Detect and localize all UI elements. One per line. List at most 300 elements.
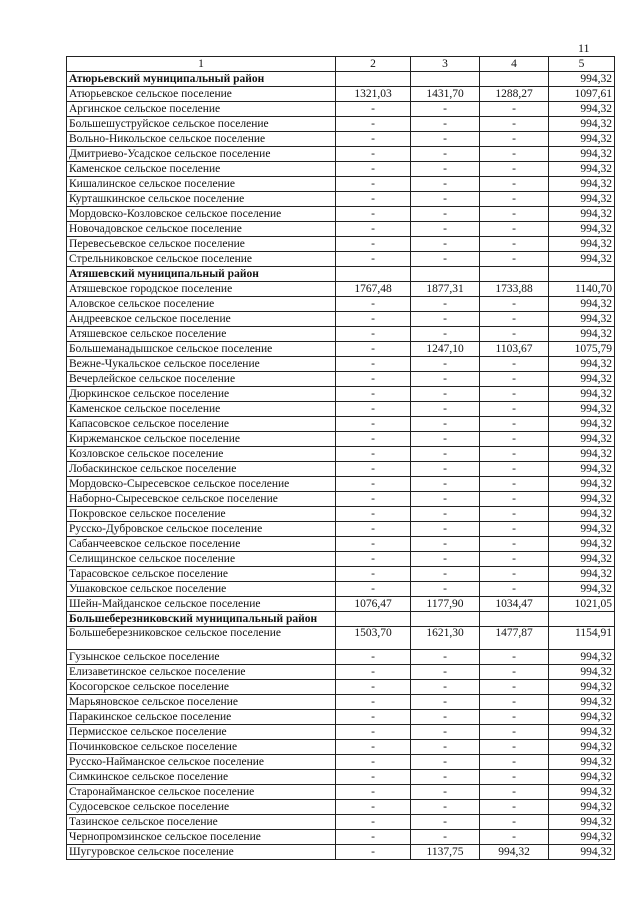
col-2-cell: -	[336, 537, 411, 552]
settlement-name-cell: Дюркинское сельское поселение	[67, 387, 336, 402]
settlement-name-cell: Большеманадышское сельское поселение	[67, 342, 336, 357]
table-row	[67, 387, 615, 402]
header-col-1: 1	[67, 57, 336, 72]
table-row	[67, 342, 615, 357]
col-3-cell: -	[411, 665, 480, 680]
col-2-cell: 1076,47	[336, 597, 411, 612]
col-5-cell: 1021,05	[549, 597, 615, 612]
col-5-cell: 994,32	[549, 72, 615, 87]
settlement-name-cell: Большешуструйское сельское поселение	[67, 117, 336, 132]
col-5-cell: 994,32	[549, 770, 615, 785]
col-2-cell: -	[336, 462, 411, 477]
col-2-cell: -	[336, 725, 411, 740]
table-row	[67, 755, 615, 770]
table-row	[67, 117, 615, 132]
col-3-cell: -	[411, 402, 480, 417]
col-3-cell: 1877,31	[411, 282, 480, 297]
table-row	[67, 357, 615, 372]
col-3-cell: -	[411, 312, 480, 327]
table-row	[67, 785, 615, 800]
table-row	[67, 477, 615, 492]
table-row	[67, 845, 615, 860]
table-row	[67, 552, 615, 567]
col-4-cell: -	[480, 432, 549, 447]
col-4-cell: -	[480, 237, 549, 252]
col-2-cell: -	[336, 665, 411, 680]
col-2-cell: 1321,03	[336, 87, 411, 102]
col-4-cell: -	[480, 207, 549, 222]
col-5-cell: 994,32	[549, 665, 615, 680]
col-5-cell: 994,32	[549, 432, 615, 447]
col-4-cell: -	[480, 815, 549, 830]
settlement-name-cell: Ушаковское сельское поселение	[67, 582, 336, 597]
settlement-name-cell: Перевесьевское сельское поселение	[67, 237, 336, 252]
table-row	[67, 252, 615, 267]
col-2-cell: -	[336, 567, 411, 582]
col-5-cell: 994,32	[549, 147, 615, 162]
col-3-cell: -	[411, 417, 480, 432]
page-number: 11	[578, 41, 590, 55]
col-3-cell: -	[411, 222, 480, 237]
table-row	[67, 507, 615, 522]
col-5-cell: 994,32	[549, 207, 615, 222]
col-4-cell: -	[480, 650, 549, 665]
settlement-name-cell: Марьяновское сельское поселение	[67, 695, 336, 710]
col-5-cell: 994,32	[549, 785, 615, 800]
col-5-cell: 994,32	[549, 522, 615, 537]
table-row	[67, 402, 615, 417]
col-2-cell: -	[336, 477, 411, 492]
col-5-cell: 994,32	[549, 800, 615, 815]
district-name-cell: Атюрьевский муниципальный район	[67, 72, 336, 87]
col-3-cell: -	[411, 800, 480, 815]
col-2-cell: -	[336, 102, 411, 117]
col-5-cell: 994,32	[549, 222, 615, 237]
col-4-cell: -	[480, 402, 549, 417]
col-5-cell: 994,32	[549, 312, 615, 327]
col-2-cell: -	[336, 800, 411, 815]
col-4-cell: -	[480, 357, 549, 372]
col-3-cell: -	[411, 785, 480, 800]
settlement-name-cell: Русско-Дубровское сельское поселение	[67, 522, 336, 537]
settlement-name-cell: Елизаветинское сельское поселение	[67, 665, 336, 680]
col-4-cell: -	[480, 695, 549, 710]
table-row	[67, 192, 615, 207]
col-4-cell: 1288,27	[480, 87, 549, 102]
table-row	[67, 770, 615, 785]
table-row	[67, 582, 615, 597]
col-3-cell: -	[411, 815, 480, 830]
col-2-cell: -	[336, 740, 411, 755]
table-row	[67, 432, 615, 447]
col-5-cell	[549, 267, 615, 282]
col-4-cell: -	[480, 417, 549, 432]
col-4-cell: 1733,88	[480, 282, 549, 297]
table-row	[67, 372, 615, 387]
col-4-cell: -	[480, 312, 549, 327]
col-3-cell: -	[411, 162, 480, 177]
col-5-cell: 994,32	[549, 582, 615, 597]
col-4-cell	[480, 612, 549, 627]
district-name-cell: Атяшевский муниципальный район	[67, 267, 336, 282]
col-3-cell: -	[411, 132, 480, 147]
col-4-cell: -	[480, 537, 549, 552]
table-row	[67, 147, 615, 162]
col-2-cell: 1503,70	[336, 627, 411, 650]
col-3-cell	[411, 612, 480, 627]
col-3-cell: 1137,75	[411, 845, 480, 860]
col-3-cell: -	[411, 650, 480, 665]
col-4-cell: -	[480, 192, 549, 207]
settlement-name-cell: Шугуровское сельское поселение	[67, 845, 336, 860]
col-2-cell: -	[336, 432, 411, 447]
col-4-cell: 1103,67	[480, 342, 549, 357]
table-row	[67, 87, 615, 102]
col-5-cell: 994,32	[549, 537, 615, 552]
settlement-name-cell: Вежне-Чукальское сельское поселение	[67, 357, 336, 372]
col-4-cell: -	[480, 830, 549, 845]
col-5-cell: 1075,79	[549, 342, 615, 357]
settlement-name-cell: Мордовско-Козловское сельское поселение	[67, 207, 336, 222]
table-row	[67, 162, 615, 177]
col-4-cell: 1034,47	[480, 597, 549, 612]
col-5-cell: 994,32	[549, 725, 615, 740]
col-2-cell	[336, 72, 411, 87]
table-row	[67, 830, 615, 845]
table-row	[67, 567, 615, 582]
col-2-cell: -	[336, 447, 411, 462]
table-row	[67, 492, 615, 507]
table-row	[67, 597, 615, 612]
col-3-cell: -	[411, 357, 480, 372]
col-4-cell: 1477,87	[480, 627, 549, 650]
col-3-cell: -	[411, 492, 480, 507]
col-3-cell: -	[411, 372, 480, 387]
col-3-cell: 1431,70	[411, 87, 480, 102]
table-row	[67, 282, 615, 297]
col-2-cell: -	[336, 297, 411, 312]
col-5-cell: 994,32	[549, 507, 615, 522]
col-2-cell: -	[336, 830, 411, 845]
settlement-name-cell: Починковское сельское поселение	[67, 740, 336, 755]
settlement-name-cell: Старонайманское сельское поселение	[67, 785, 336, 800]
col-3-cell: -	[411, 552, 480, 567]
col-5-cell: 994,32	[549, 117, 615, 132]
col-4-cell: -	[480, 462, 549, 477]
settlement-name-cell: Курташкинское сельское поселение	[67, 192, 336, 207]
col-4-cell: -	[480, 477, 549, 492]
settlement-name-cell: Атяшевское городское поселение	[67, 282, 336, 297]
col-3-cell: -	[411, 207, 480, 222]
col-5-cell: 994,32	[549, 567, 615, 582]
settlement-name-cell: Вечерлейское сельское поселение	[67, 372, 336, 387]
settlement-name-cell: Пермисское сельское поселение	[67, 725, 336, 740]
col-2-cell: -	[336, 312, 411, 327]
col-5-cell: 994,32	[549, 492, 615, 507]
settlement-name-cell: Аловское сельское поселение	[67, 297, 336, 312]
col-5-cell: 994,32	[549, 192, 615, 207]
header-col-3: 3	[411, 57, 480, 72]
col-4-cell: -	[480, 785, 549, 800]
col-5-cell: 994,32	[549, 297, 615, 312]
col-3-cell: -	[411, 387, 480, 402]
col-5-cell: 994,32	[549, 552, 615, 567]
col-3-cell: -	[411, 432, 480, 447]
table-row	[67, 177, 615, 192]
col-5-cell: 994,32	[549, 177, 615, 192]
col-4-cell: -	[480, 755, 549, 770]
col-5-cell: 994,32	[549, 372, 615, 387]
settlement-name-cell: Паракинское сельское поселение	[67, 710, 336, 725]
settlement-name-cell: Каменское сельское поселение	[67, 402, 336, 417]
district-header-row	[67, 72, 615, 87]
settlement-name-cell: Шейн-Майданское сельское поселение	[67, 597, 336, 612]
table-row	[67, 665, 615, 680]
col-2-cell: -	[336, 207, 411, 222]
col-2-cell: -	[336, 785, 411, 800]
col-3-cell: -	[411, 582, 480, 597]
settlement-name-cell: Селищинское сельское поселение	[67, 552, 336, 567]
col-2-cell: -	[336, 132, 411, 147]
col-3-cell: -	[411, 710, 480, 725]
col-2-cell: -	[336, 372, 411, 387]
settlements-table	[66, 56, 615, 860]
col-2-cell: -	[336, 650, 411, 665]
col-2-cell	[336, 612, 411, 627]
col-5-cell: 994,32	[549, 162, 615, 177]
col-4-cell: -	[480, 252, 549, 267]
col-4-cell: -	[480, 800, 549, 815]
col-3-cell: -	[411, 327, 480, 342]
col-3-cell	[411, 72, 480, 87]
col-3-cell: -	[411, 830, 480, 845]
settlement-name-cell: Сабанчеевское сельское поселение	[67, 537, 336, 552]
settlement-name-cell: Покровское сельское поселение	[67, 507, 336, 522]
settlement-name-cell: Андреевское сельское поселение	[67, 312, 336, 327]
col-3-cell: -	[411, 117, 480, 132]
settlement-name-cell: Большеберезниковское сельское поселение	[67, 627, 336, 650]
table-row	[67, 102, 615, 117]
col-4-cell: 994,32	[480, 845, 549, 860]
district-header-row	[67, 612, 615, 627]
settlement-name-cell: Симкинское сельское поселение	[67, 770, 336, 785]
col-5-cell: 994,32	[549, 755, 615, 770]
col-2-cell: -	[336, 402, 411, 417]
col-2-cell: -	[336, 192, 411, 207]
col-2-cell: -	[336, 252, 411, 267]
col-3-cell: -	[411, 462, 480, 477]
col-4-cell: -	[480, 387, 549, 402]
table-row	[67, 207, 615, 222]
col-2-cell: -	[336, 147, 411, 162]
col-2-cell: -	[336, 770, 411, 785]
col-4-cell	[480, 267, 549, 282]
col-3-cell: -	[411, 102, 480, 117]
col-3-cell: -	[411, 695, 480, 710]
col-3-cell: -	[411, 537, 480, 552]
col-3-cell: 1247,10	[411, 342, 480, 357]
col-5-cell: 994,32	[549, 357, 615, 372]
col-3-cell: 1621,30	[411, 627, 480, 650]
col-5-cell: 994,32	[549, 845, 615, 860]
col-3-cell: -	[411, 567, 480, 582]
col-5-cell: 994,32	[549, 132, 615, 147]
col-3-cell: -	[411, 177, 480, 192]
settlement-name-cell: Лобаскинское сельское поселение	[67, 462, 336, 477]
settlement-name-cell: Судосевское сельское поселение	[67, 800, 336, 815]
col-2-cell: -	[336, 492, 411, 507]
col-4-cell: -	[480, 177, 549, 192]
col-5-cell: 994,32	[549, 252, 615, 267]
col-4-cell: -	[480, 372, 549, 387]
settlement-name-cell: Козловское сельское поселение	[67, 447, 336, 462]
col-5-cell: 1154,91	[549, 627, 615, 650]
table-row	[67, 650, 615, 665]
col-4-cell: -	[480, 102, 549, 117]
col-3-cell: -	[411, 237, 480, 252]
settlement-name-cell: Наборно-Сыресевское сельское поселение	[67, 492, 336, 507]
col-4-cell: -	[480, 507, 549, 522]
table-row	[67, 740, 615, 755]
col-4-cell: -	[480, 710, 549, 725]
table-row	[67, 695, 615, 710]
header-col-5: 5	[549, 57, 615, 72]
col-2-cell: -	[336, 327, 411, 342]
col-2-cell: -	[336, 177, 411, 192]
settlement-name-cell: Каменское сельское поселение	[67, 162, 336, 177]
table-row	[67, 710, 615, 725]
settlement-name-cell: Капасовское сельское поселение	[67, 417, 336, 432]
col-4-cell: -	[480, 492, 549, 507]
col-5-cell	[549, 612, 615, 627]
col-4-cell	[480, 72, 549, 87]
col-5-cell: 994,32	[549, 447, 615, 462]
col-4-cell: -	[480, 297, 549, 312]
settlement-name-cell: Мордовско-Сыресевское сельское поселение	[67, 477, 336, 492]
col-2-cell: -	[336, 695, 411, 710]
col-5-cell: 994,32	[549, 417, 615, 432]
settlement-name-cell: Русско-Найманское сельское поселение	[67, 755, 336, 770]
settlement-name-cell: Атяшевское сельское поселение	[67, 327, 336, 342]
col-5-cell: 994,32	[549, 830, 615, 845]
table-row	[67, 680, 615, 695]
col-5-cell: 994,32	[549, 387, 615, 402]
col-2-cell: -	[336, 710, 411, 725]
col-3-cell: -	[411, 447, 480, 462]
col-4-cell: -	[480, 117, 549, 132]
col-2-cell: -	[336, 387, 411, 402]
settlement-name-cell: Гузынское сельское поселение	[67, 650, 336, 665]
col-3-cell: -	[411, 755, 480, 770]
col-2-cell: -	[336, 417, 411, 432]
col-3-cell: -	[411, 507, 480, 522]
col-3-cell	[411, 267, 480, 282]
col-2-cell: 1767,48	[336, 282, 411, 297]
col-2-cell: -	[336, 237, 411, 252]
col-4-cell: -	[480, 770, 549, 785]
col-4-cell: -	[480, 132, 549, 147]
col-5-cell: 1140,70	[549, 282, 615, 297]
col-4-cell: -	[480, 522, 549, 537]
col-4-cell: -	[480, 740, 549, 755]
table-row	[67, 725, 615, 740]
settlement-name-cell: Атюрьевское сельское поселение	[67, 87, 336, 102]
col-5-cell: 994,32	[549, 740, 615, 755]
col-4-cell: -	[480, 447, 549, 462]
col-5-cell: 994,32	[549, 650, 615, 665]
table-row	[67, 815, 615, 830]
table-row	[67, 627, 615, 650]
col-3-cell: -	[411, 740, 480, 755]
col-5-cell: 994,32	[549, 477, 615, 492]
col-3-cell: 1177,90	[411, 597, 480, 612]
settlement-name-cell: Чернопромзинское сельское поселение	[67, 830, 336, 845]
header-col-2: 2	[336, 57, 411, 72]
table-row	[67, 800, 615, 815]
col-3-cell: -	[411, 680, 480, 695]
col-3-cell: -	[411, 147, 480, 162]
col-2-cell: -	[336, 507, 411, 522]
col-5-cell: 994,32	[549, 710, 615, 725]
col-5-cell: 994,32	[549, 815, 615, 830]
col-2-cell: -	[336, 845, 411, 860]
col-5-cell: 994,32	[549, 695, 615, 710]
settlement-name-cell: Косогорское сельское поселение	[67, 680, 336, 695]
district-header-row	[67, 267, 615, 282]
table-row	[67, 447, 615, 462]
col-4-cell: -	[480, 147, 549, 162]
settlement-name-cell: Дмитриево-Усадское сельское поселение	[67, 147, 336, 162]
settlement-name-cell: Киржеманское сельское поселение	[67, 432, 336, 447]
col-2-cell: -	[336, 522, 411, 537]
col-2-cell: -	[336, 582, 411, 597]
table-row	[67, 132, 615, 147]
col-5-cell: 994,32	[549, 680, 615, 695]
table-row	[67, 522, 615, 537]
col-2-cell: -	[336, 357, 411, 372]
col-2-cell: -	[336, 342, 411, 357]
col-4-cell: -	[480, 665, 549, 680]
col-3-cell: -	[411, 192, 480, 207]
table-header-row	[67, 57, 615, 72]
district-name-cell: Большеберезниковский муниципальный район	[67, 612, 336, 627]
table-row	[67, 312, 615, 327]
col-5-cell: 994,32	[549, 237, 615, 252]
settlement-name-cell: Тазинское сельское поселение	[67, 815, 336, 830]
col-3-cell: -	[411, 725, 480, 740]
col-2-cell: -	[336, 680, 411, 695]
col-3-cell: -	[411, 477, 480, 492]
table-row	[67, 537, 615, 552]
col-5-cell: 994,32	[549, 102, 615, 117]
col-3-cell: -	[411, 770, 480, 785]
settlement-name-cell: Новочадовское сельское поселение	[67, 222, 336, 237]
col-3-cell: -	[411, 297, 480, 312]
col-2-cell: -	[336, 552, 411, 567]
settlement-name-cell: Кишалинское сельское поселение	[67, 177, 336, 192]
settlement-name-cell: Вольно-Никольское сельское поселение	[67, 132, 336, 147]
col-3-cell: -	[411, 522, 480, 537]
col-2-cell: -	[336, 117, 411, 132]
table-row	[67, 237, 615, 252]
col-4-cell: -	[480, 567, 549, 582]
col-4-cell: -	[480, 327, 549, 342]
col-2-cell: -	[336, 815, 411, 830]
settlement-name-cell: Стрельниковское сельское поселение	[67, 252, 336, 267]
col-4-cell: -	[480, 582, 549, 597]
col-2-cell: -	[336, 755, 411, 770]
col-5-cell: 994,32	[549, 462, 615, 477]
